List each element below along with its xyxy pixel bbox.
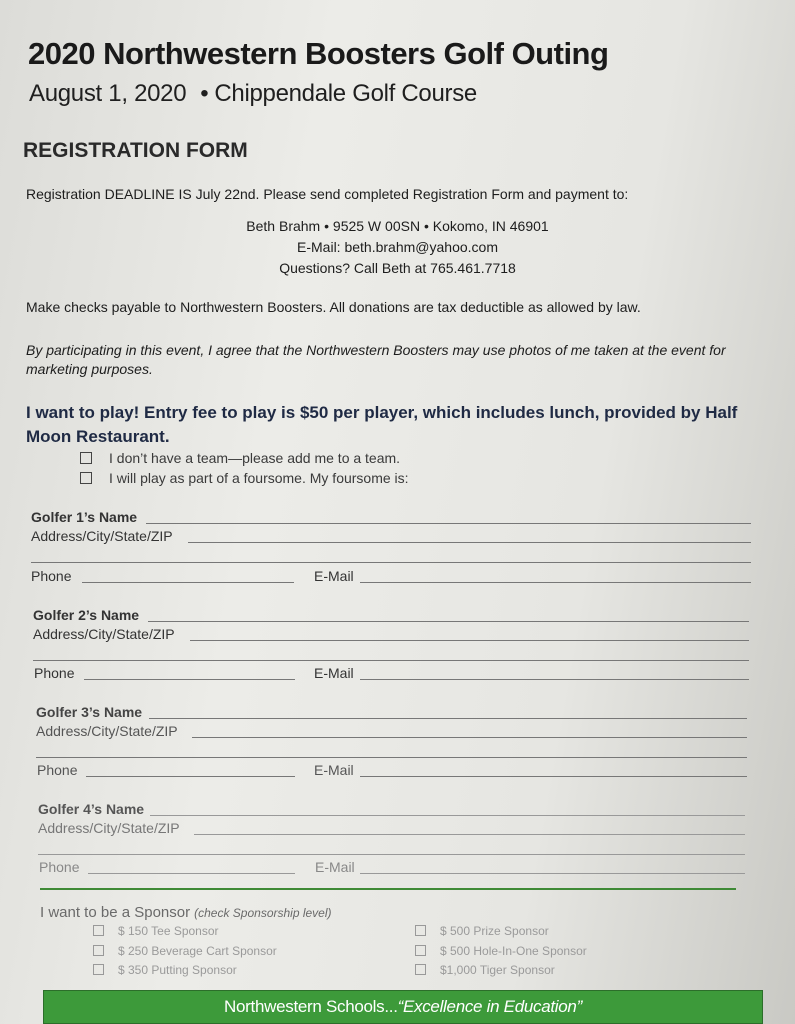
event-venue: Chippendale Golf Course xyxy=(214,80,477,107)
footer-school: Northwestern Schools... xyxy=(224,997,398,1016)
golfer-1-address-field-2[interactable] xyxy=(31,562,751,563)
green-divider xyxy=(40,888,736,890)
event-date: August 1, 2020 xyxy=(29,80,187,107)
golfer-2-address-label: Address/City/State/ZIP xyxy=(33,626,175,642)
checkbox-sponsor-500-hole[interactable] xyxy=(415,945,426,956)
golfer-4-name-field[interactable] xyxy=(150,815,745,816)
golfer-2-email-label: E-Mail xyxy=(314,665,354,681)
sponsor-heading-text: I want to be a Sponsor xyxy=(40,904,191,921)
contact-phone: Questions? Call Beth at 765.461.7718 xyxy=(279,260,516,276)
golfer-3-name-field[interactable] xyxy=(149,718,747,719)
golfer-2-phone-label: Phone xyxy=(34,665,75,681)
option-no-team-label: I don’t have a team—please add me to a team. xyxy=(109,450,401,466)
checkbox-sponsor-250[interactable] xyxy=(93,945,104,956)
sponsor-note: (check Sponsorship level) xyxy=(194,906,332,920)
deadline-text: Registration DEADLINE IS July 22nd. Please send completed Registration Form and payment to: xyxy=(26,186,629,202)
photo-consent-text: By participating in this event, I agree that the Northwestern Boosters may use photos of me taken at the event for marketing purposes. xyxy=(26,342,726,377)
footer-motto: “Excellence in Education” xyxy=(397,997,582,1016)
golfer-4-phone-field[interactable] xyxy=(88,873,295,874)
golfer-2-address-field[interactable] xyxy=(190,640,749,641)
golfer-3-name-label: Golfer 3’s Name xyxy=(36,704,143,720)
golfer-4-name-label: Golfer 4’s Name xyxy=(38,801,145,817)
sponsor-option-250-label: $ 250 Beverage Cart Sponsor xyxy=(118,944,277,958)
option-foursome-label: I will play as part of a foursome. My foursome is: xyxy=(109,470,409,486)
golfer-2-phone-field[interactable] xyxy=(84,679,295,680)
golfer-4-email-label: E-Mail xyxy=(315,859,355,875)
contact-address: Beth Brahm • 9525 W 00SN • Kokomo, IN 46901 xyxy=(246,218,549,234)
golfer-3-email-field[interactable] xyxy=(360,776,747,777)
golfer-2-name-field[interactable] xyxy=(148,621,749,622)
checkbox-sponsor-350[interactable] xyxy=(93,964,104,975)
contact-email: E-Mail: beth.brahm@yahoo.com xyxy=(297,239,498,255)
event-subtitle xyxy=(29,80,477,108)
golfer-1-email-label: E-Mail xyxy=(314,568,354,584)
form-title: REGISTRATION FORM xyxy=(23,139,248,162)
event-title: 2020 Northwestern Boosters Golf Outing xyxy=(28,36,609,71)
sponsor-option-150[interactable] xyxy=(93,924,219,938)
golfer-1-email-field[interactable] xyxy=(360,582,751,583)
sponsor-option-250[interactable] xyxy=(93,944,277,958)
sponsor-heading xyxy=(40,904,332,921)
golfer-2-address-field-2[interactable] xyxy=(33,660,749,661)
golfer-1-name-field[interactable] xyxy=(146,523,751,524)
sponsor-option-150-label: $ 150 Tee Sponsor xyxy=(118,924,219,938)
option-no-team[interactable] xyxy=(80,450,400,466)
golfer-3-address-field-2[interactable] xyxy=(36,757,747,758)
sponsor-option-350[interactable] xyxy=(93,963,237,977)
checkbox-sponsor-1000[interactable] xyxy=(415,964,426,975)
golfer-4-phone-label: Phone xyxy=(39,859,80,875)
bullet-separator: • xyxy=(200,80,209,107)
sponsor-option-500-hole[interactable] xyxy=(415,944,587,958)
golfer-4-email-field[interactable] xyxy=(360,873,745,874)
golfer-3-phone-label: Phone xyxy=(37,762,78,778)
checks-payable-text: Make checks payable to Northwestern Boosters. All donations are tax deductible as allowed by law. xyxy=(26,299,641,315)
golfer-2-email-field[interactable] xyxy=(360,679,749,680)
option-foursome[interactable] xyxy=(80,470,409,486)
sponsor-option-500-prize[interactable] xyxy=(415,924,549,938)
golfer-4-address-label: Address/City/State/ZIP xyxy=(38,820,180,836)
golfer-3-email-label: E-Mail xyxy=(314,762,354,778)
golfer-4-address-field[interactable] xyxy=(194,834,745,835)
golfer-1-phone-label: Phone xyxy=(31,568,72,584)
play-heading: I want to play! Entry fee to play is $50 per player, which includes lunch, provided by Half Moon Restaurant. xyxy=(26,403,738,446)
checkbox-sponsor-500-prize[interactable] xyxy=(415,925,426,936)
checkbox-foursome[interactable] xyxy=(80,472,92,484)
sponsor-option-500-prize-label: $ 500 Prize Sponsor xyxy=(440,924,549,938)
golfer-1-address-field[interactable] xyxy=(188,542,751,543)
golfer-3-address-field[interactable] xyxy=(192,737,747,738)
golfer-1-address-label: Address/City/State/ZIP xyxy=(31,528,173,544)
checkbox-no-team[interactable] xyxy=(80,452,92,464)
sponsor-option-1000[interactable] xyxy=(415,963,555,977)
golfer-3-phone-field[interactable] xyxy=(86,776,295,777)
golfer-3-address-label: Address/City/State/ZIP xyxy=(36,723,178,739)
footer-banner xyxy=(43,990,763,1024)
sponsor-option-500-hole-label: $ 500 Hole-In-One Sponsor xyxy=(440,944,587,958)
sponsor-option-1000-label: $1,000 Tiger Sponsor xyxy=(440,963,555,977)
sponsor-option-350-label: $ 350 Putting Sponsor xyxy=(118,963,237,977)
golfer-1-name-label: Golfer 1’s Name xyxy=(31,509,138,525)
checkbox-sponsor-150[interactable] xyxy=(93,925,104,936)
golfer-4-address-field-2[interactable] xyxy=(38,854,745,855)
golfer-2-name-label: Golfer 2’s Name xyxy=(33,607,140,623)
golfer-1-phone-field[interactable] xyxy=(82,582,294,583)
